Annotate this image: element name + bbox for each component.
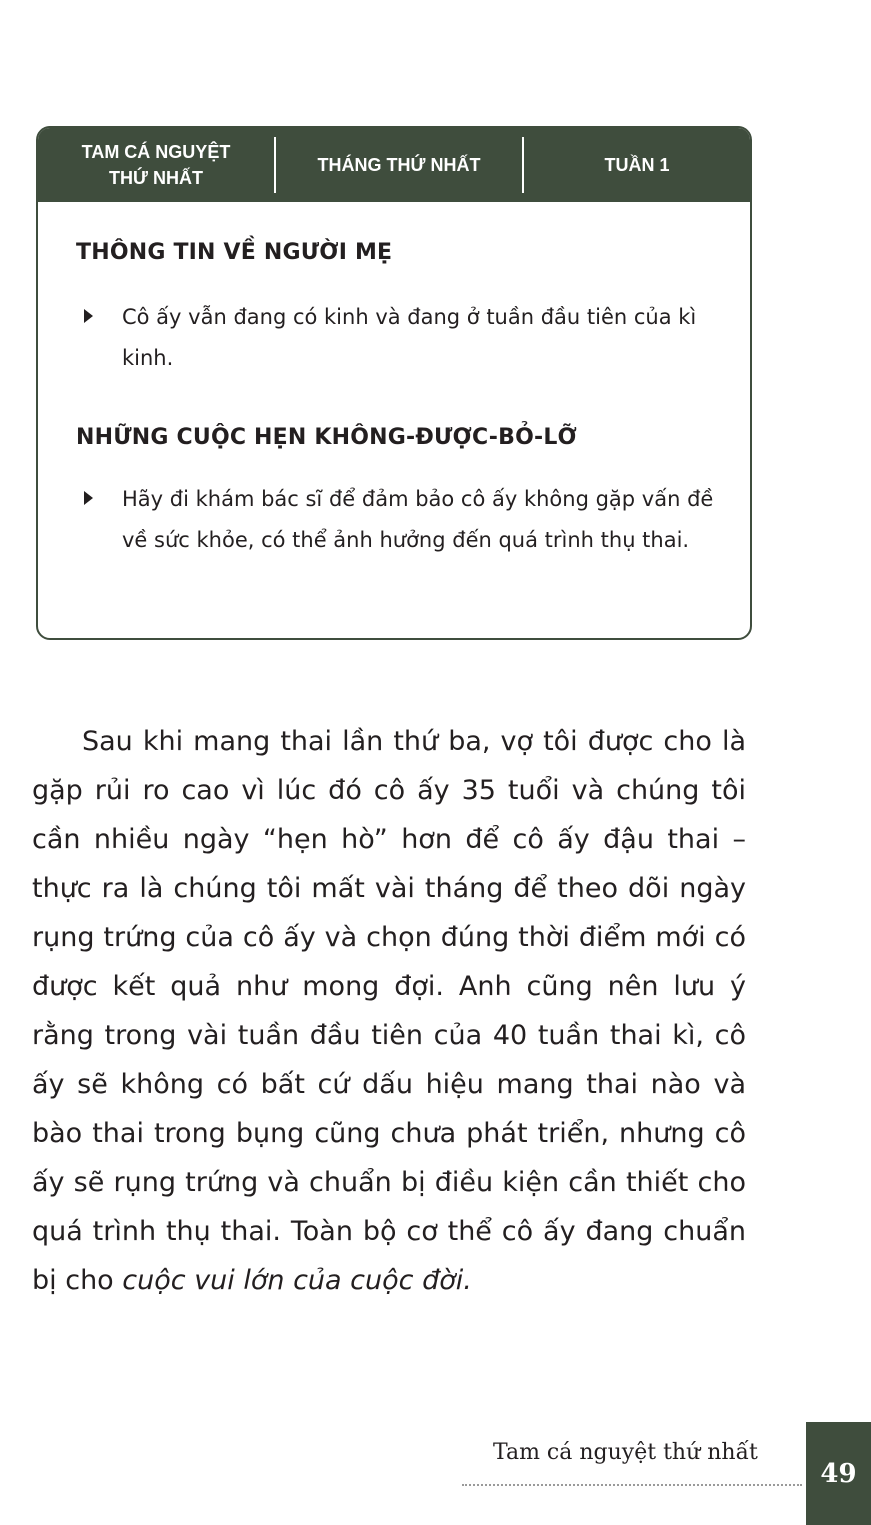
bullet-item xyxy=(82,297,722,379)
running-footer-title: Tam cá nguyệt thứ nhất xyxy=(493,1440,758,1465)
header-trimester-line2: THỨ NHẤT xyxy=(109,168,203,188)
header-week: TUẦN 1 xyxy=(604,155,670,175)
info-box xyxy=(36,126,752,640)
body-paragraph-text: Sau khi mang thai lần thứ ba, vợ tôi được cho là gặp rủi ro cao vì lúc đó cô ấy 35 tuổi và chúng tôi cần nhiều ngày “hẹn hò” hơn để cô ấy đậu thai – thực ra là chúng tôi mất vài tháng để theo dõi ngày rụng trứng của cô ấy và chọn đúng thời điểm mới có được kết quả như mong đợi. Anh cũng nên lưu ý rằng trong vài tuần đầu tiên của 40 tuần thai kì, cô ấy sẽ không có bất cứ dấu hiệu mang thai nào và bào thai trong bụng cũng chưa phát triển, nhưng cô ấy sẽ rụng trứng và chuẩn bị điều kiện cần thiết cho quá trình thụ thai. Toàn bộ cơ thể cô ấy đang chuẩn bị cho xyxy=(32,726,746,1296)
section-title-appointments: NHỮNG CUỘC HẸN KHÔNG-ĐƯỢC-BỎ-LỠ xyxy=(76,425,577,450)
bullet-text: Hãy đi khám bác sĩ để đảm bảo cô ấy không gặp vấn đề về sức khỏe, có thể ảnh hưởng đến quá trình thụ thai. xyxy=(122,487,714,552)
header-trimester xyxy=(38,128,274,202)
page-number-tab xyxy=(806,1422,871,1525)
page-number: 49 xyxy=(820,1458,857,1489)
bullet-triangle-icon xyxy=(84,309,93,323)
header-trimester-line1: TAM CÁ NGUYỆT xyxy=(81,142,231,162)
info-box-header xyxy=(38,128,750,202)
header-month: THÁNG THỨ NHẤT xyxy=(317,155,481,175)
bullet-triangle-icon xyxy=(84,491,93,505)
bullet-text: Cô ấy vẫn đang có kinh và đang ở tuần đầu tiên của kì kinh. xyxy=(122,305,697,370)
section-title-mother-info: THÔNG TIN VỀ NGƯỜI MẸ xyxy=(76,240,393,265)
body-paragraph xyxy=(32,717,746,1305)
bullet-item xyxy=(82,479,722,561)
body-paragraph-italic: cuộc vui lớn của cuộc đời. xyxy=(122,1265,472,1296)
footer-dotted-rule xyxy=(462,1484,802,1486)
